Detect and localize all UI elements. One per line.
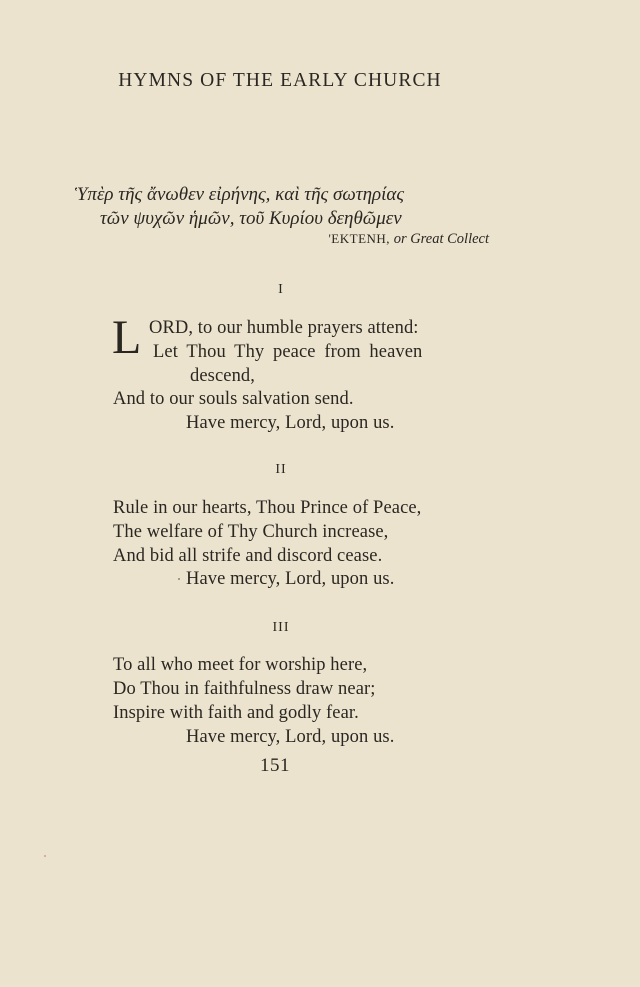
stanza-2-line-3: And bid all strife and discord cease. bbox=[113, 546, 383, 566]
page-number: 151 bbox=[260, 755, 290, 776]
stanza-2-line-4: Have mercy, Lord, upon us. bbox=[186, 569, 395, 589]
stanza-3-line-2: Do Thou in faithfulness draw near; bbox=[113, 679, 376, 699]
stanza-3-line-1: To all who meet for worship here, bbox=[113, 655, 368, 675]
epigraph-line-2: τῶν ψυχῶν ἡμῶν, τοῦ Κυρίου δεηθῶμεν bbox=[100, 208, 402, 229]
stanza-3-line-3: Inspire with faith and godly fear. bbox=[113, 703, 359, 723]
running-head bbox=[0, 70, 560, 92]
drop-cap: L bbox=[112, 311, 142, 364]
stanza-2-line-2: The welfare of Thy Church increase, bbox=[113, 522, 389, 542]
paper-speck bbox=[44, 855, 46, 857]
stanza-1-line-3: descend, bbox=[190, 366, 256, 386]
running-head-text: HYMNS OF THE EARLY CHURCH bbox=[118, 70, 442, 91]
epigraph-line-1: Ὑπὲρ τῆς ἄνωθεν εἰρήνης, καὶ τῆς σωτηρίας bbox=[75, 184, 405, 205]
stanza-1-line-2: Let Thou Thy peace from heaven bbox=[153, 342, 423, 362]
stanza-1-line-5: Have mercy, Lord, upon us. bbox=[186, 413, 395, 433]
attribution-title: or Great Collect bbox=[390, 231, 489, 247]
stanza-1-line-1: ORD, to our humble prayers attend: bbox=[149, 318, 419, 338]
epigraph-attribution bbox=[0, 231, 489, 248]
attribution-source: 'EKTENH, bbox=[328, 231, 391, 246]
stanza-2-line-1: Rule in our hearts, Thou Prince of Peace, bbox=[113, 498, 422, 518]
stanza-1-line-4: And to our souls salvation send. bbox=[113, 389, 354, 409]
ink-speck bbox=[178, 578, 180, 580]
stanza-numeral-2: II bbox=[275, 462, 287, 477]
stanza-numeral-1: I bbox=[278, 282, 284, 297]
stanza-3-line-4: Have mercy, Lord, upon us. bbox=[186, 727, 395, 747]
stanza-numeral-3: III bbox=[272, 620, 290, 635]
